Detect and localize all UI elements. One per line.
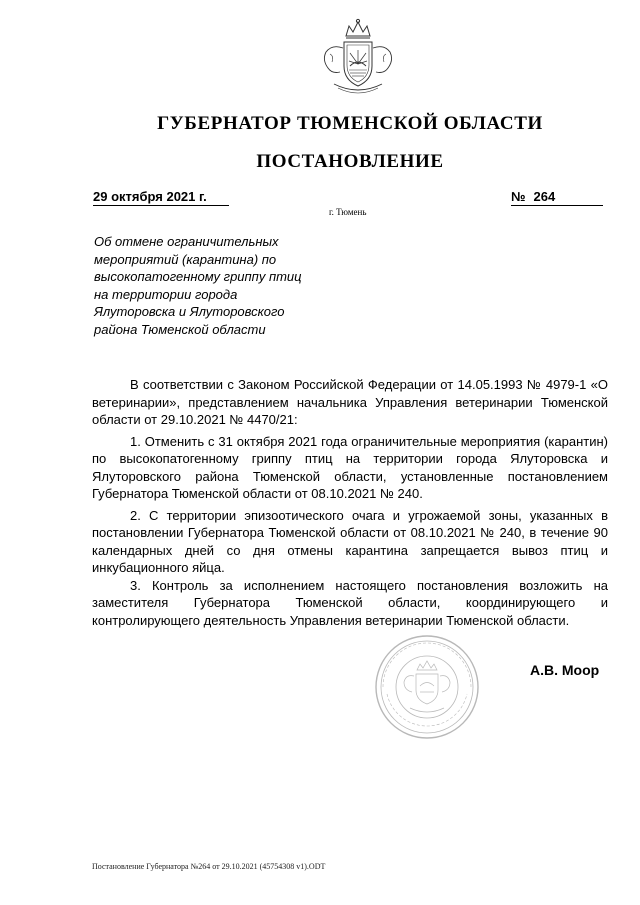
subject-line: Ялуторовска и Ялуторовского bbox=[94, 304, 285, 319]
clause-1-paragraph: 1. Отменить с 31 октября 2021 года ограничительные мероприятия (карантин) по высокопатогенному гриппу птиц на территории города Ялуторовска и Ялуторовского района Тюменской области, установленные постановлением Губернатора Тюменской области от 08.10.2021 № 240. bbox=[92, 433, 608, 501]
issuer-title: ГУБЕРНАТОР ТЮМЕНСКОЙ ОБЛАСТИ bbox=[157, 113, 543, 134]
signer-name: А.В. Моор bbox=[530, 662, 600, 678]
subject-line: Об отмене ограничительных bbox=[94, 234, 279, 249]
subject-line: мероприятий (карантина) по bbox=[94, 251, 277, 267]
preamble-paragraph: В соответствии с Законом Российской Федерации от 14.05.1993 № 4979-1 «О ветеринарии», представлением начальника Управления ветеринарии Тюменской области от 29.10.2021 № 4470/21: bbox=[92, 377, 608, 427]
footer-file-info: Постановление Губернатора №264 от 29.10.2021 (45754308 v1).ODT bbox=[92, 862, 326, 871]
clause-3-paragraph: 3. Контроль за исполнением настоящего постановления возложить на заместителя Губернатора Тюменской области, координирующего и контролирующего деятельность Управления ветеринарии Тюменской области. bbox=[92, 577, 608, 628]
clause-2-paragraph: 2. С территории эпизоотического очага и угрожаемой зоны, указанных в постановлении Губернатора Тюменской области от 08.10.2021 № 240, в течение 90 календарных дней со дня отмены карантина запрещается вывоз птиц и инкубационного яйца. bbox=[92, 507, 608, 575]
number-sign: № bbox=[511, 189, 526, 204]
coat-of-arms-icon bbox=[316, 18, 400, 98]
document-date: 29 октября 2021 г. bbox=[93, 189, 229, 206]
issue-city: г. Тюмень bbox=[329, 207, 367, 217]
subject-line: на территории города bbox=[94, 286, 238, 302]
document-type-title: ПОСТАНОВЛЕНИЕ bbox=[256, 151, 444, 172]
subject-line: высокопатогенному гриппу птиц bbox=[94, 269, 302, 284]
number-value: 264 bbox=[533, 189, 556, 204]
document-body bbox=[92, 376, 608, 629]
document-number bbox=[511, 189, 603, 206]
subject-line: района Тюменской области bbox=[94, 321, 266, 337]
official-seal-icon bbox=[374, 634, 480, 740]
document-subject bbox=[94, 233, 330, 338]
